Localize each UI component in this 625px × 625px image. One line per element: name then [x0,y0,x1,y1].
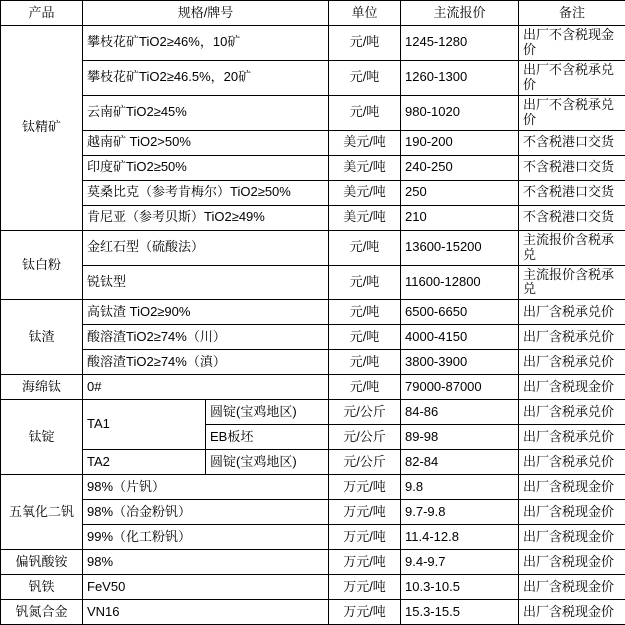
table-row [1,180,625,205]
note-cell: 出厂含税承兑价 [519,425,625,450]
table-row [1,130,625,155]
category-cell: 钛白粉 [1,230,83,300]
category-cell: 钛精矿 [1,26,83,231]
table-header-row [1,1,625,26]
unit-cell: 美元/吨 [329,205,401,230]
note-cell: 出厂不含税承兑价 [519,95,625,130]
note-cell: 出厂不含税承兑价 [519,60,625,95]
table-row [1,155,625,180]
price-cell: 13600-15200 [401,230,519,265]
spec-cell: 0# [83,375,329,400]
spec-cell: 酸溶渣TiO2≥74%（滇） [83,350,329,375]
column-header-price: 主流报价 [401,1,519,26]
price-cell: 89-98 [401,425,519,450]
unit-cell: 美元/吨 [329,130,401,155]
column-header-category: 产品 [1,1,83,26]
table-row [1,300,625,325]
spec-cell: 99%（化工粉钒） [83,525,329,550]
note-cell: 出厂含税现金价 [519,375,625,400]
spec-cell: 云南矿TiO2≥45% [83,95,329,130]
unit-cell: 元/吨 [329,230,401,265]
unit-cell: 美元/吨 [329,180,401,205]
unit-cell: 元/公斤 [329,425,401,450]
price-cell: 11600-12800 [401,265,519,300]
table-row [1,400,625,425]
spec-cell: 肯尼亚（参考贝斯）TiO2≥49% [83,205,329,230]
price-cell: 1260-1300 [401,60,519,95]
note-cell: 出厂含税承兑价 [519,350,625,375]
table-row [1,95,625,130]
price-cell: 9.4-9.7 [401,550,519,575]
price-cell: 250 [401,180,519,205]
table-row [1,26,625,61]
unit-cell: 元/吨 [329,350,401,375]
column-header-unit: 单位 [329,1,401,26]
unit-cell: 元/吨 [329,325,401,350]
table-row [1,325,625,350]
unit-cell: 元/吨 [329,265,401,300]
price-cell: 11.4-12.8 [401,525,519,550]
table-row [1,525,625,550]
note-cell: 主流报价含税承兑 [519,230,625,265]
unit-cell: 万元/吨 [329,525,401,550]
unit-cell: 元/吨 [329,300,401,325]
price-cell: 240-250 [401,155,519,180]
note-cell: 出厂含税现金价 [519,475,625,500]
table-row [1,500,625,525]
table-row [1,600,625,625]
form-cell: EB板坯 [206,425,329,450]
price-cell: 980-1020 [401,95,519,130]
spec-cell: 印度矿TiO2≥50% [83,155,329,180]
price-cell: 15.3-15.5 [401,600,519,625]
spec-cell: 98%（片钒） [83,475,329,500]
category-cell: 五氧化二钒 [1,475,83,550]
note-cell: 出厂含税现金价 [519,575,625,600]
grade-cell: TA1 [83,400,206,450]
price-cell: 9.8 [401,475,519,500]
price-cell: 190-200 [401,130,519,155]
price-cell: 1245-1280 [401,26,519,61]
note-cell: 出厂不含税现金价 [519,26,625,61]
spec-cell: 98%（冶金粉钒） [83,500,329,525]
note-cell: 出厂含税承兑价 [519,450,625,475]
price-cell: 79000-87000 [401,375,519,400]
table-row [1,265,625,300]
unit-cell: 万元/吨 [329,475,401,500]
price-cell: 9.7-9.8 [401,500,519,525]
note-cell: 主流报价含税承兑 [519,265,625,300]
table-row [1,205,625,230]
unit-cell: 万元/吨 [329,550,401,575]
column-header-spec: 规格/牌号 [83,1,329,26]
spec-cell: 高钛渣 TiO2≥90% [83,300,329,325]
form-cell: 圆锭(宝鸡地区) [206,450,329,475]
unit-cell: 万元/吨 [329,500,401,525]
category-cell: 钛锭 [1,400,83,475]
note-cell: 不含税港口交货 [519,205,625,230]
unit-cell: 元/吨 [329,375,401,400]
grade-cell: TA2 [83,450,206,475]
table-row [1,475,625,500]
price-cell: 82-84 [401,450,519,475]
column-header-note: 备注 [519,1,625,26]
note-cell: 出厂含税承兑价 [519,400,625,425]
category-cell: 钒氮合金 [1,600,83,625]
note-cell: 出厂含税现金价 [519,550,625,575]
spec-cell: 攀枝花矿TiO2≥46.5%，20矿 [83,60,329,95]
unit-cell: 美元/吨 [329,155,401,180]
table-row [1,350,625,375]
table-row [1,375,625,400]
note-cell: 不含税港口交货 [519,130,625,155]
unit-cell: 元/吨 [329,95,401,130]
table-row [1,575,625,600]
table-body [1,26,625,625]
category-cell: 海绵钛 [1,375,83,400]
spec-cell: VN16 [83,600,329,625]
table-row [1,60,625,95]
spec-cell: 金红石型（硫酸法） [83,230,329,265]
table-header [1,1,625,26]
unit-cell: 万元/吨 [329,575,401,600]
price-cell: 3800-3900 [401,350,519,375]
spec-cell: FeV50 [83,575,329,600]
unit-cell: 元/公斤 [329,400,401,425]
price-cell: 210 [401,205,519,230]
note-cell: 出厂含税现金价 [519,525,625,550]
table-row [1,230,625,265]
form-cell: 圆锭(宝鸡地区) [206,400,329,425]
note-cell: 不含税港口交货 [519,180,625,205]
spec-cell: 酸溶渣TiO2≥74%（川） [83,325,329,350]
note-cell: 出厂含税承兑价 [519,300,625,325]
price-cell: 10.3-10.5 [401,575,519,600]
category-cell: 钒铁 [1,575,83,600]
note-cell: 不含税港口交货 [519,155,625,180]
note-cell: 出厂含税现金价 [519,500,625,525]
unit-cell: 元/公斤 [329,450,401,475]
table-row [1,450,625,475]
price-cell: 84-86 [401,400,519,425]
spec-cell: 越南矿 TiO2>50% [83,130,329,155]
category-cell: 偏钒酸铵 [1,550,83,575]
category-cell: 钛渣 [1,300,83,375]
spec-cell: 锐钛型 [83,265,329,300]
spec-cell: 攀枝花矿TiO2≥46%，10矿 [83,26,329,61]
spec-cell: 98% [83,550,329,575]
price-cell: 4000-4150 [401,325,519,350]
unit-cell: 万元/吨 [329,600,401,625]
note-cell: 出厂含税承兑价 [519,325,625,350]
note-cell: 出厂含税现金价 [519,600,625,625]
unit-cell: 元/吨 [329,60,401,95]
spec-cell: 莫桑比克（参考肯梅尔）TiO2≥50% [83,180,329,205]
price-cell: 6500-6650 [401,300,519,325]
unit-cell: 元/吨 [329,26,401,61]
table-row [1,550,625,575]
